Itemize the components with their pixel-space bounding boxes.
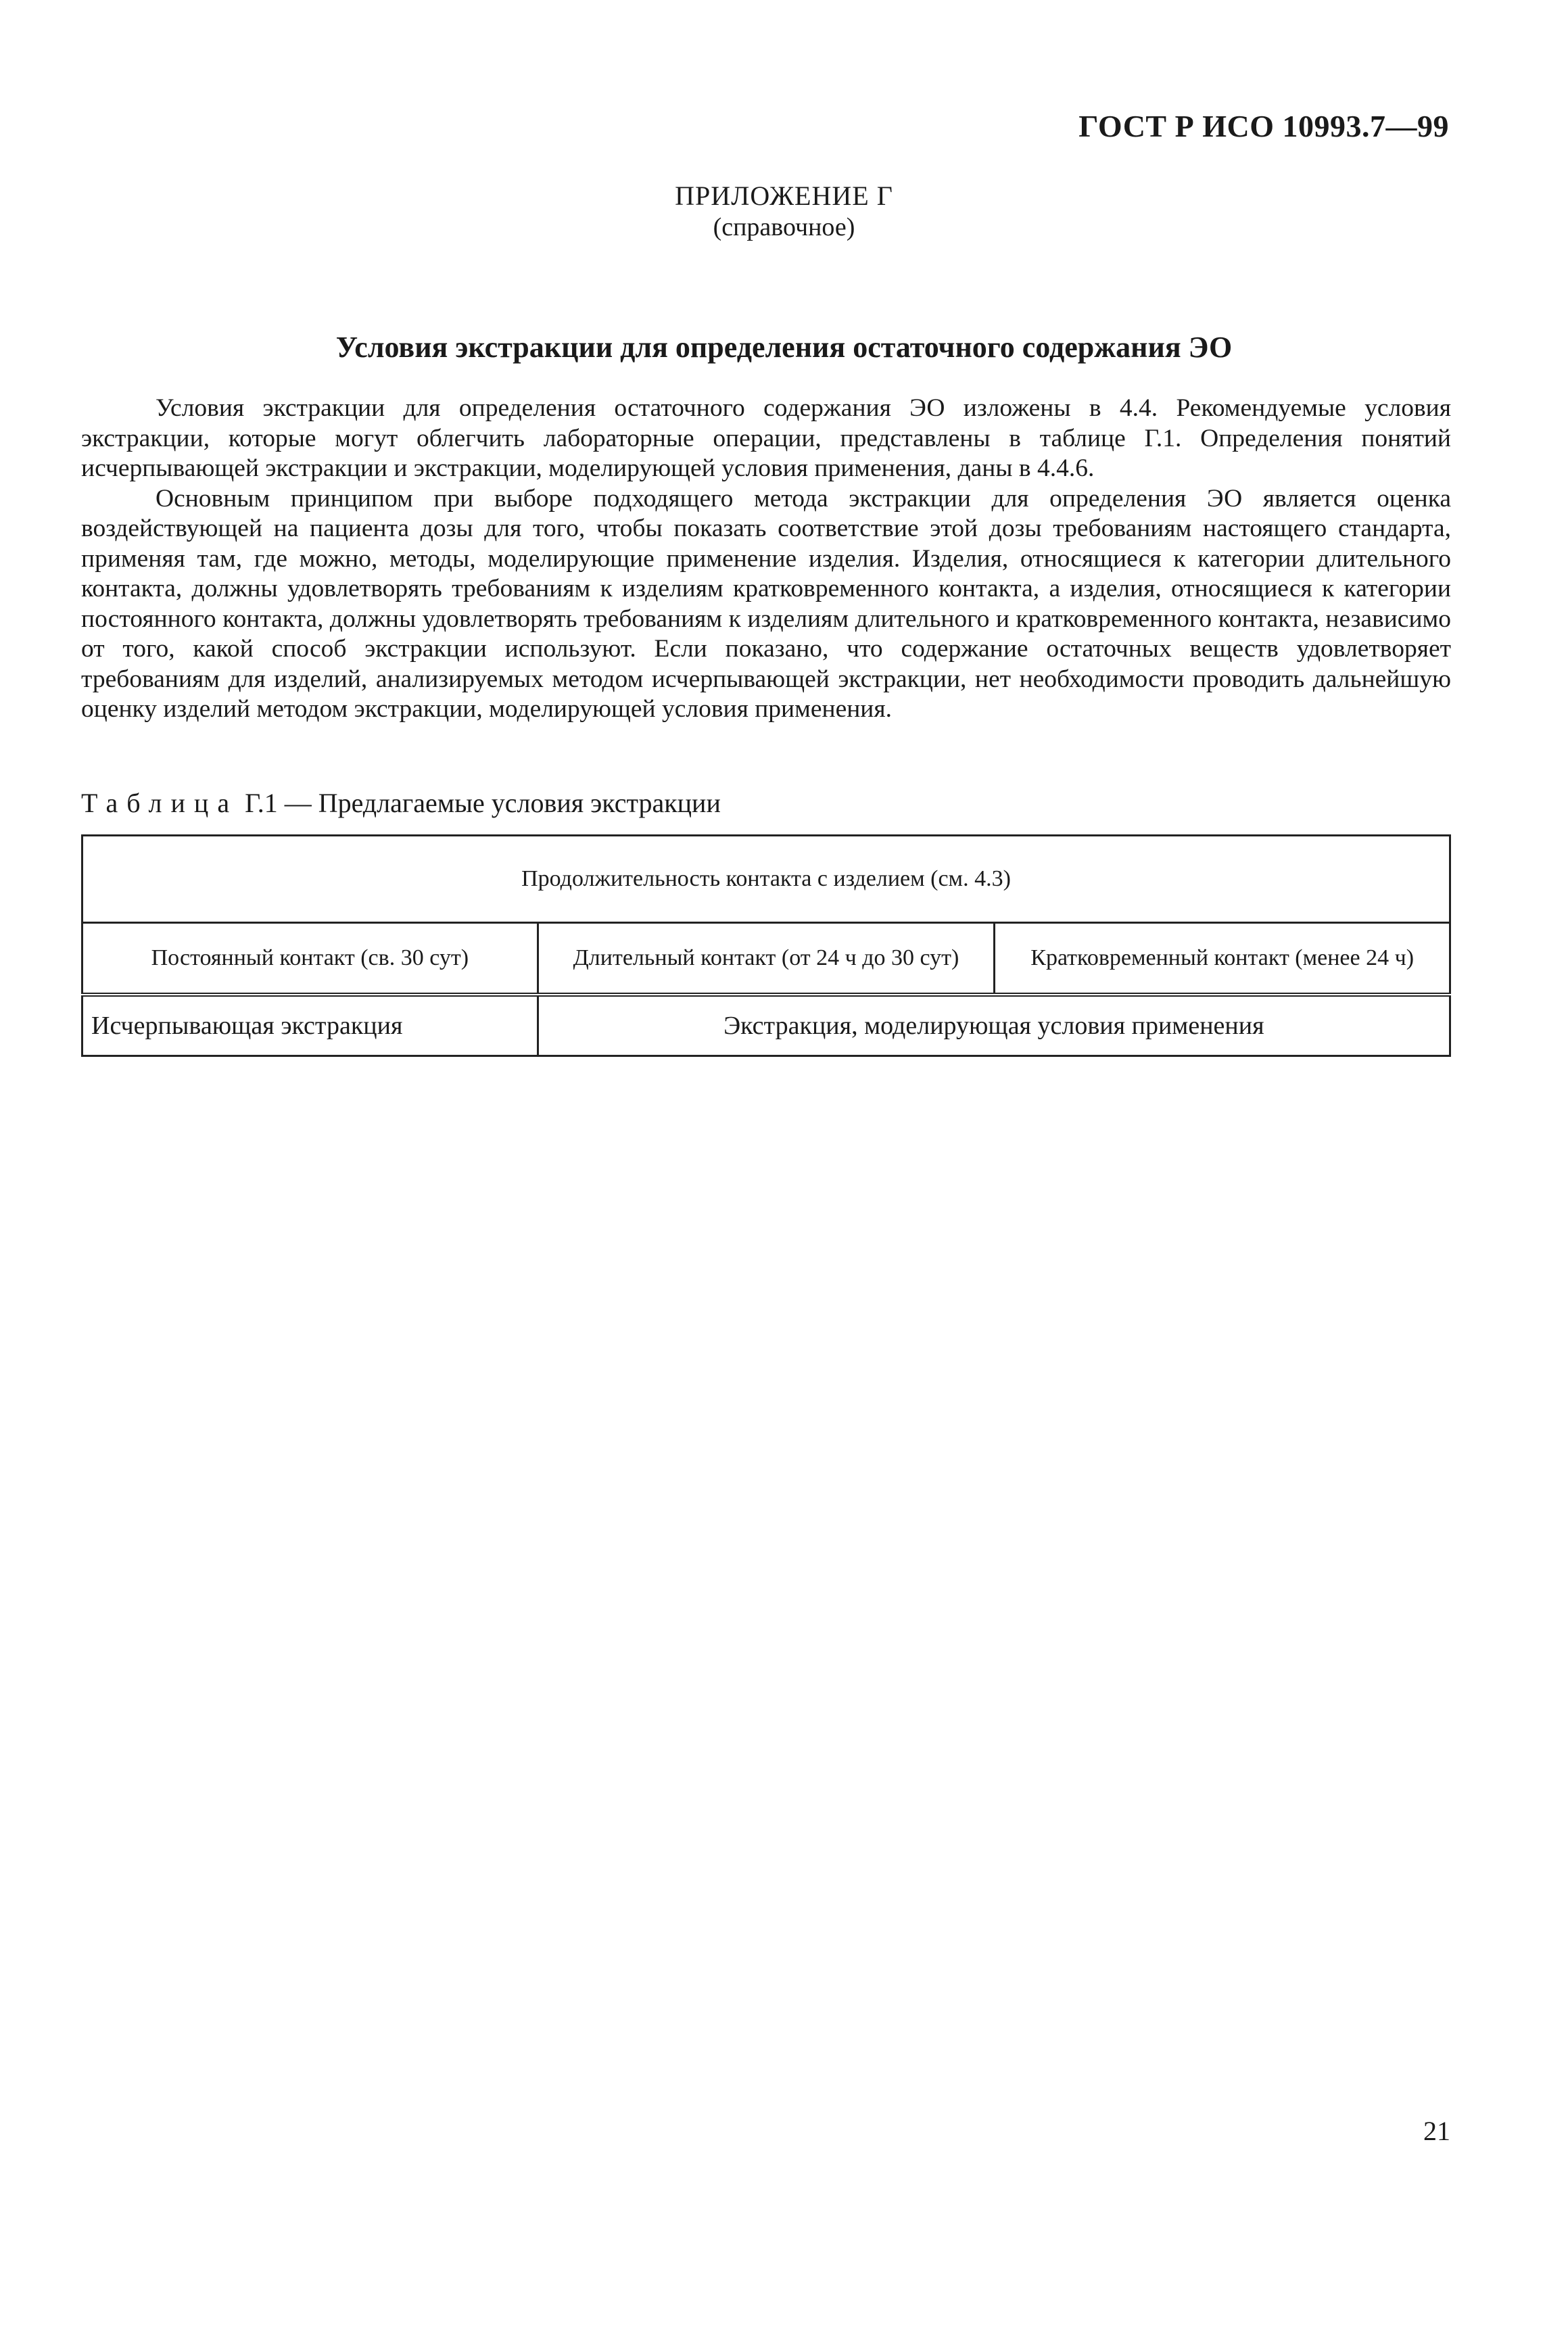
paragraph-1: Условия экстракции для определения остаточного содержания ЭО изложены в 4.4. Рекомендуемые условия экстракции, которые могут облегчить лабораторные операции, представлены в таблице Г.1. Определения понятий исчерпывающей экстракции и экстракции, моделирующей условия применения, даны в 4.4.6.	[81, 394, 1451, 482]
annex-title: ПРИЛОЖЕНИЕ Г	[675, 181, 893, 211]
annex-subtitle: (справочное)	[713, 213, 855, 241]
cell-exhaustive-extraction: Исчерпывающая экстракция	[82, 995, 538, 1056]
column-permanent-contact: Постоянный контакт (св. 30 сут)	[82, 923, 538, 995]
table-header-cell: Продолжительность контакта с изделием (см. 4.3)	[82, 836, 1450, 923]
extraction-conditions-table	[81, 834, 1451, 1057]
column-prolonged-contact: Длительный контакт (от 24 ч до 30 сут)	[538, 923, 995, 995]
cell-simulated-use-extraction: Экстракция, моделирующая условия применения	[538, 995, 1450, 1056]
page-number: 21	[1423, 2116, 1450, 2146]
body-text	[81, 394, 1451, 725]
column-limited-contact: Кратковременный контакт (менее 24 ч)	[995, 923, 1450, 995]
table-caption-text: Г.1 — Предлагаемые условия экстракции	[238, 788, 721, 818]
table-subheader-row	[82, 923, 1450, 995]
section-heading: Условия экстракции для определения остаточного содержания ЭО	[335, 331, 1233, 364]
table-header-row	[82, 836, 1450, 923]
document-code: ГОСТ Р ИСО 10993.7—99	[1078, 109, 1449, 143]
paragraph-2: Основным принципом при выборе подходящего метода экстракции для определения ЭО является оценка воздействующей на пациента дозы для того, чтобы показать соответствие этой дозы требованиям настоящего стандарта, применяя там, где можно, методы, моделирующие применение изделия. Изделия, относящиеся к категории длительного контакта, должны удовлетворять требованиям к изделиям кратковременного контакта, а изделия, относящиеся к категории постоянного контакта, должны удовлетворять требованиям к изделиям длительного и кратковременного контакта, независимо от того, какой способ экстракции используют. Если показано, что содержание остаточных веществ удовлетворяет требованиям для изделий, анализируемых методом исчерпывающей экстракции, нет необходимости проводить дальнейшую оценку изделий методом экстракции, моделирующей условия применения.	[81, 484, 1451, 723]
table-caption	[81, 787, 721, 819]
table-caption-label: Таблица	[81, 788, 239, 818]
table-row	[82, 995, 1450, 1056]
